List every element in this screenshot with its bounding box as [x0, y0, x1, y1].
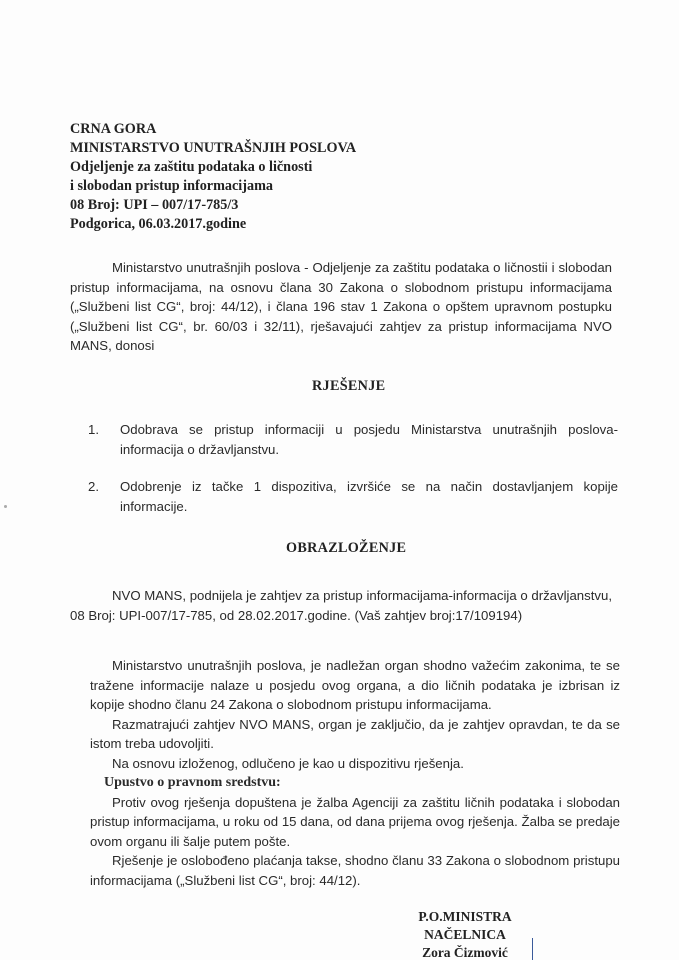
legal-remedy-paragraph-1: Protiv ovog rješenja dopuštena je žalba Agenciji za zaštitu ličnih podataka i slobodan pristup informacijama, u roku od 15 dana, od dana prijema ovog rješenja. Žalba se predaje ovom organu ili šalje putem pošte. — [90, 794, 620, 849]
dispositive-item — [88, 420, 618, 459]
legal-remedy-title: Upustvo o pravnom sredstvu: — [104, 775, 281, 790]
item-text: Odobrava se pristup informaciji u posjedu Ministarstva unutrašnjih poslova- informacija o državljanstvu. — [120, 422, 618, 457]
header-department-cont: i slobodan pristup informacijama — [70, 178, 273, 194]
obrazlozenje-paragraph-4: Na osnovu izloženog, odlučeno je kao u dispozitivu rješenja. — [112, 755, 464, 771]
header-case-number: 08 Broj: UPI – 007/17-785/3 — [70, 197, 239, 213]
rjesenje-heading: RJEŠENJE — [312, 378, 386, 394]
signature-block — [400, 908, 530, 962]
item-number: 2. — [88, 479, 99, 494]
header-ministry: MINISTARSTVO UNUTRAŠNJIH POSLOVA — [70, 140, 357, 156]
scan-speck — [4, 505, 7, 508]
item-text: Odobrenje iz tačke 1 dispozitiva, izvršiće se na način dostavljanjem kopije informacije. — [120, 479, 618, 514]
legal-remedy-section — [90, 773, 620, 890]
signature-name: Zora Čizmović — [422, 945, 508, 960]
header-country: CRNA GORA — [70, 121, 157, 137]
signature-title: NAČELNICA — [424, 927, 506, 942]
item-number: 1. — [88, 422, 99, 437]
obrazlozenje-paragraph-1: NVO MANS, podnijela je zahtjev za pristup informacijama-informacija o državljanstvu, 08 Broj: UPI-007/17-785, od 28.02.2017.godine. (Vaš zahtjev broj:17/109194) — [70, 588, 612, 623]
document-header — [70, 120, 356, 234]
dispositive-item — [88, 477, 618, 516]
intro-paragraph: Ministarstvo unutrašnjih poslova - Odjeljenje za zaštitu podataka o ličnostii i slobodan pristup informacijama, na osnovu člana 30 Zakona o slobodnom pristupu informacijama („Službeni list CG“, broj: 44/12), i člana 196 stav 1 Zakona o opštem upravnom postupku („Službeni list CG“, br. 60/03 i 32/11), rješavajući zahtjev za pristup informacijama NVO MANS, donosi — [70, 260, 612, 353]
obrazlozenje-body — [90, 656, 620, 773]
legal-remedy-paragraph-2: Rješenje je oslobođeno plaćanja takse, shodno članu 33 Zakona o slobodnom pristupu informacijama („Službeni list CG“, broj: 44/12). — [90, 853, 620, 888]
obrazlozenje-paragraph-2: Ministarstvo unutrašnjih poslova, je nadležan organ shodno važećim zakonima, te se tražene informacije nalaze u posjedu ovog organa, a dio ličnih podataka je izbrisan iz kopije shodno članu 24 Zakona o slobodnom pristupu informacijama. — [90, 658, 620, 712]
obrazlozenje-heading: OBRAZLOŽENJE — [286, 540, 407, 556]
header-date: Podgorica, 06.03.2017.godine — [70, 216, 247, 232]
obrazlozenje-paragraph-3: Razmatrajući zahtjev NVO MANS, organ je zaključio, da je zahtjev opravdan, te da se istom treba udovoljiti. — [90, 716, 620, 751]
header-department: Odjeljenje za zaštitu podataka o ličnosti — [70, 159, 313, 175]
margin-mark — [532, 938, 533, 960]
signature-role: P.O.MINISTRA — [418, 909, 512, 924]
